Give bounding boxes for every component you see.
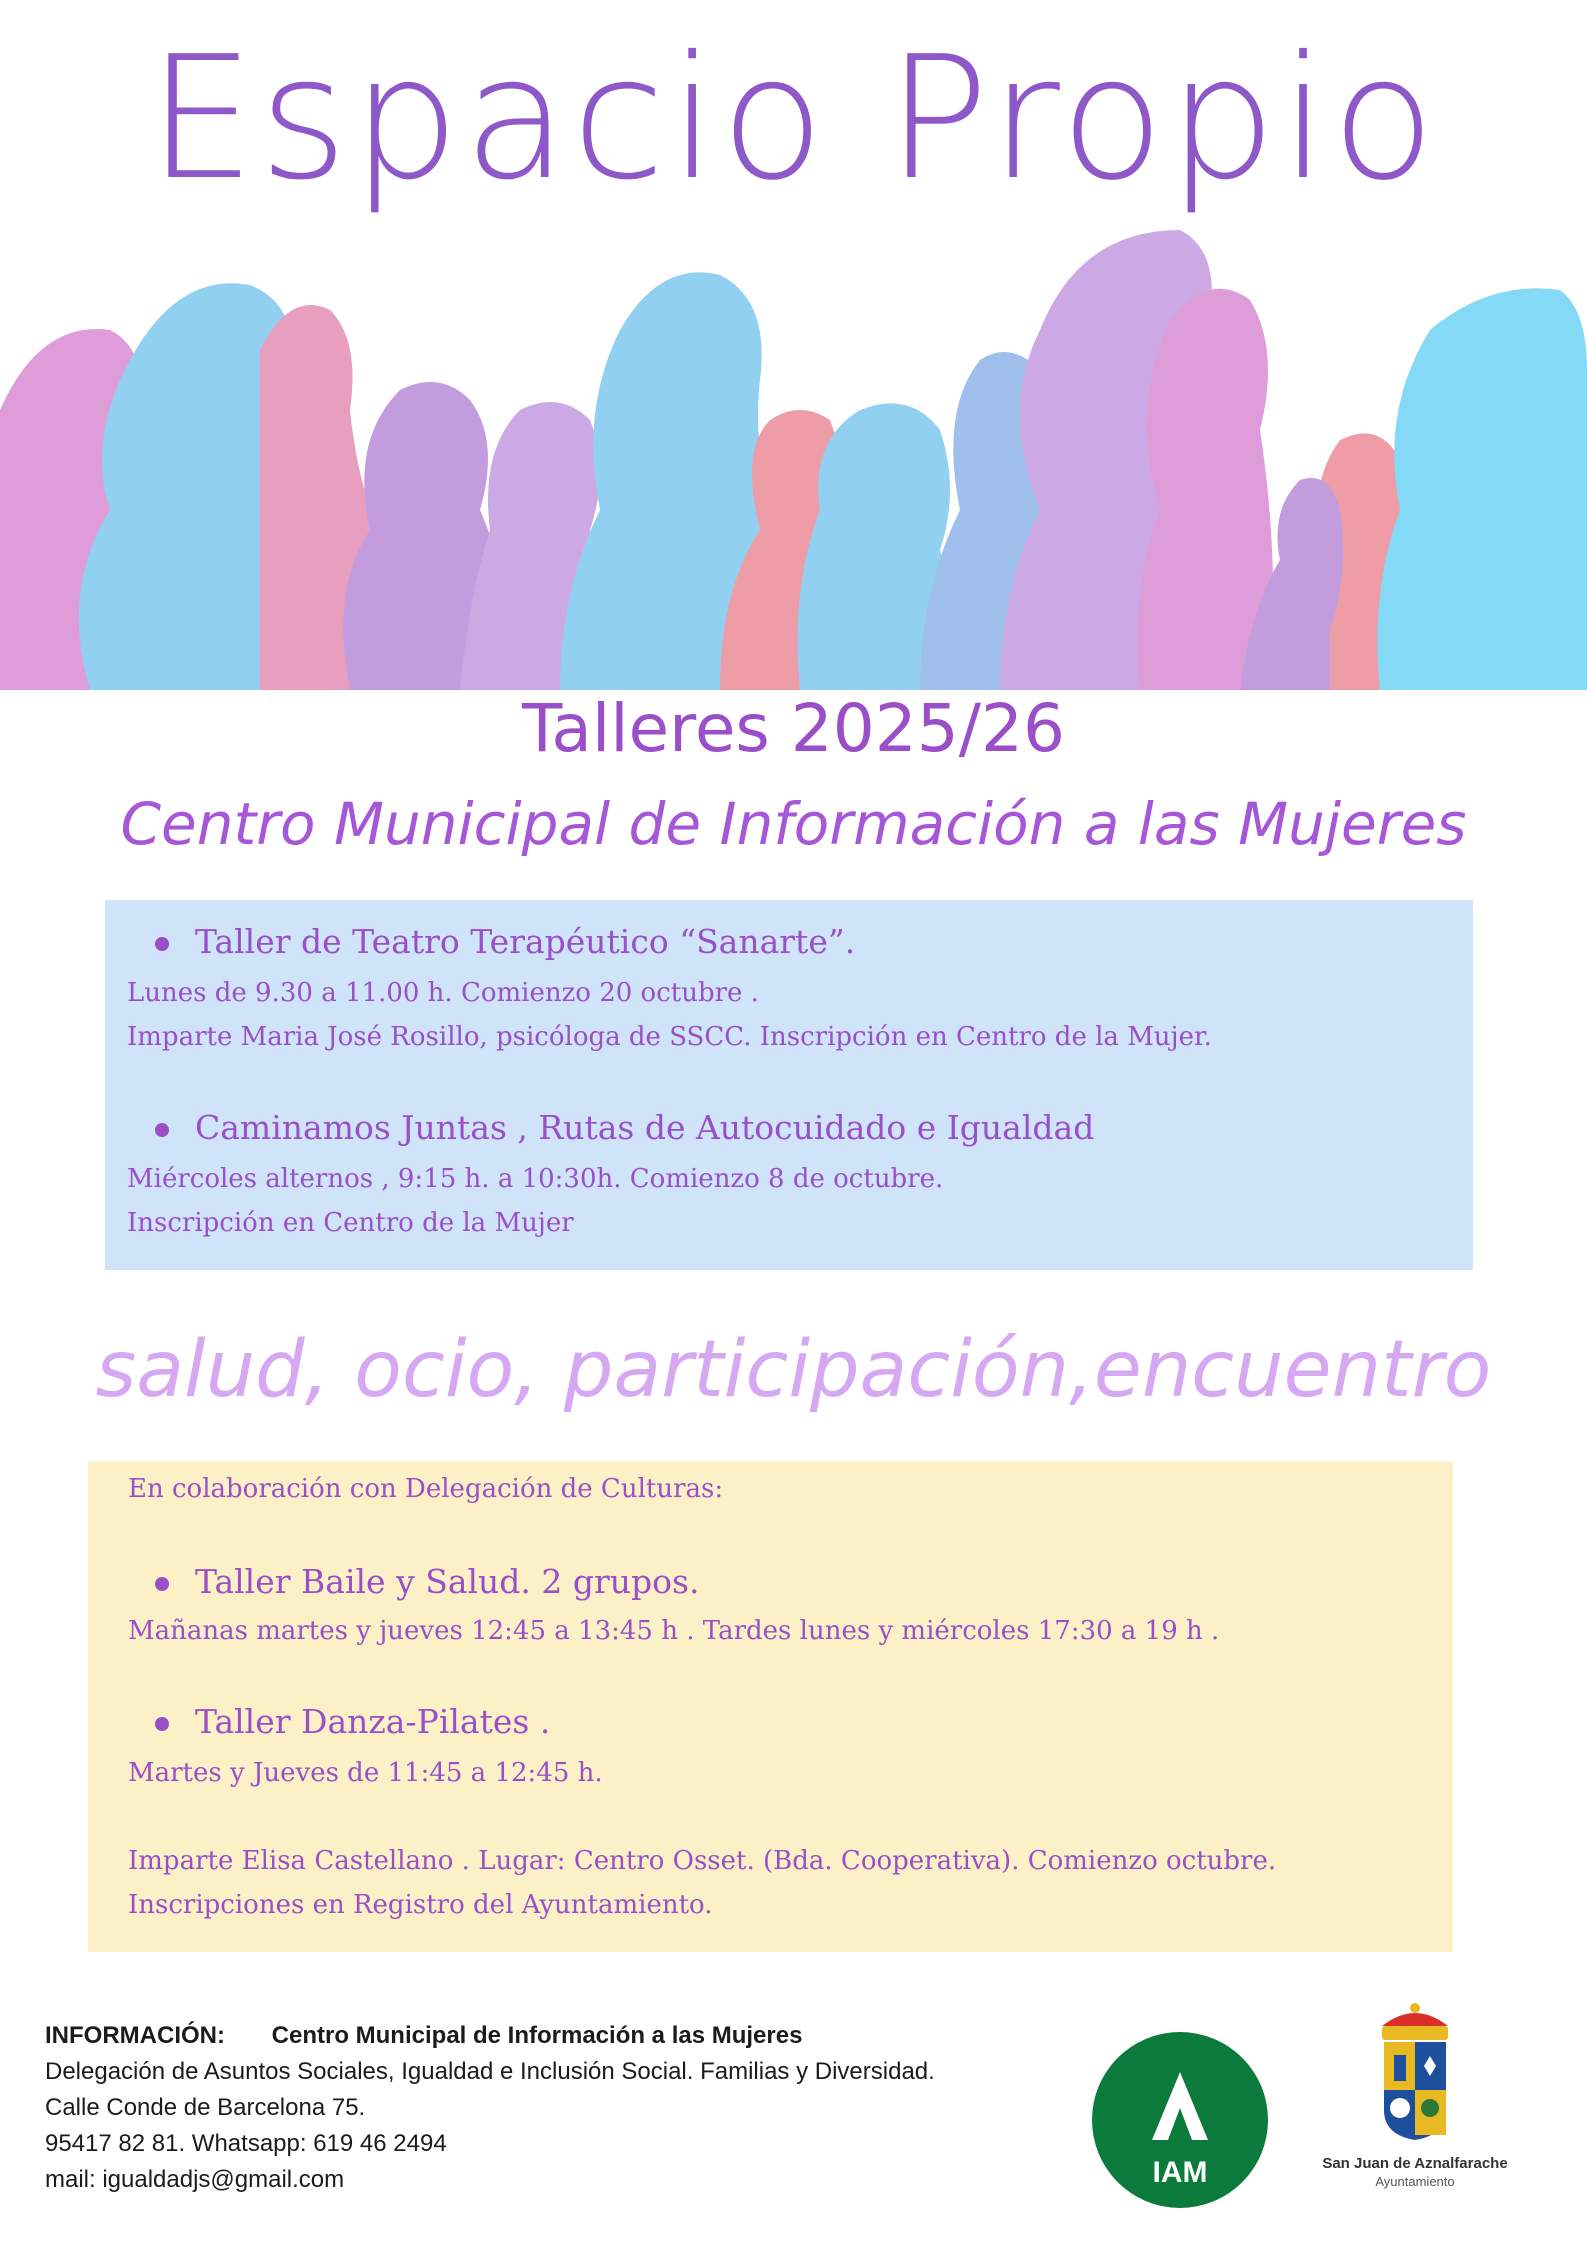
workshop-schedule: Martes y Jueves de 11:45 a 12:45 h. (128, 1758, 603, 1788)
town-subtitle: Ayuntamiento (1375, 2174, 1455, 2189)
yellow-workshop-box (88, 1462, 1453, 1952)
shield-icon (1384, 2042, 1446, 2140)
workshop-schedule: Miércoles alternos , 9:15 h. a 10:30h. Comienzo 8 de octubre. (127, 1164, 944, 1194)
footer-phone: 95417 82 81. Whatsapp: 619 46 2494 (45, 2130, 447, 2157)
footer-info (45, 2018, 935, 2198)
workshop-item-title: Taller Baile y Salud. 2 grupos. (155, 1562, 699, 1601)
workshop-schedule: Mañanas martes y jueves 12:45 a 13:45 h . Tardes lunes y miércoles 17:30 a 19 h . (128, 1616, 1220, 1646)
workshop-details: Inscripción en Centro de la Mujer (127, 1208, 574, 1238)
blue-workshop-box (105, 900, 1473, 1270)
women-silhouettes-illustration (0, 210, 1587, 690)
workshop-item-title: Taller de Teatro Terapéutico “Sanarte”. (155, 922, 855, 961)
center-name-heading: Centro Municipal de Información a las Mujeres (120, 790, 1467, 858)
bullet-icon (155, 937, 169, 951)
info-label: INFORMACIÓN: (45, 2022, 225, 2049)
workshop-details: Imparte Maria José Rosillo, psicóloga de SSCC. Inscripción en Centro de la Mujer. (127, 1022, 1212, 1052)
workshop-schedule: Lunes de 9.30 a 11.00 h. Comienzo 20 octubre . (127, 978, 759, 1008)
collaboration-intro: En colaboración con Delegación de Culturas: (128, 1474, 724, 1504)
bullet-icon (155, 1577, 169, 1591)
footer-heading (45, 2018, 935, 2054)
crown-icon (1382, 2003, 1448, 2040)
town-crest-logo (1290, 2000, 1540, 2200)
footer-address: Calle Conde de Barcelona 75. (45, 2094, 366, 2121)
bullet-icon (155, 1717, 169, 1731)
town-name: San Juan de Aznalfarache (1322, 2155, 1508, 2172)
registration-info: Inscripciones en Registro del Ayuntamiento. (128, 1890, 713, 1920)
workshop-item-title: Caminamos Juntas , Rutas de Autocuidado e Igualdad (155, 1108, 1094, 1147)
footer-email: mail: igualdadjs@gmail.com (45, 2166, 345, 2193)
iam-logo (1092, 2032, 1268, 2208)
bullet-icon (155, 1123, 169, 1137)
footer-center-name: Centro Municipal de Información a las Mujeres (271, 2022, 803, 2049)
iam-a-icon (1092, 2032, 1268, 2208)
workshops-subtitle: Talleres 2025/26 (522, 690, 1065, 767)
workshop-details: Imparte Elisa Castellano . Lugar: Centro Osset. (Bda. Cooperativa). Comienzo octubre. (128, 1846, 1277, 1876)
workshop-item-title: Taller Danza-Pilates . (155, 1702, 550, 1741)
iam-text: IAM (1152, 2156, 1208, 2189)
tagline: salud, ocio, participación,encuentro (95, 1325, 1492, 1415)
footer-department: Delegación de Asuntos Sociales, Igualdad e Inclusión Social. Familias y Diversidad. (45, 2058, 935, 2085)
poster-title: Espacio Propio (147, 20, 1440, 218)
